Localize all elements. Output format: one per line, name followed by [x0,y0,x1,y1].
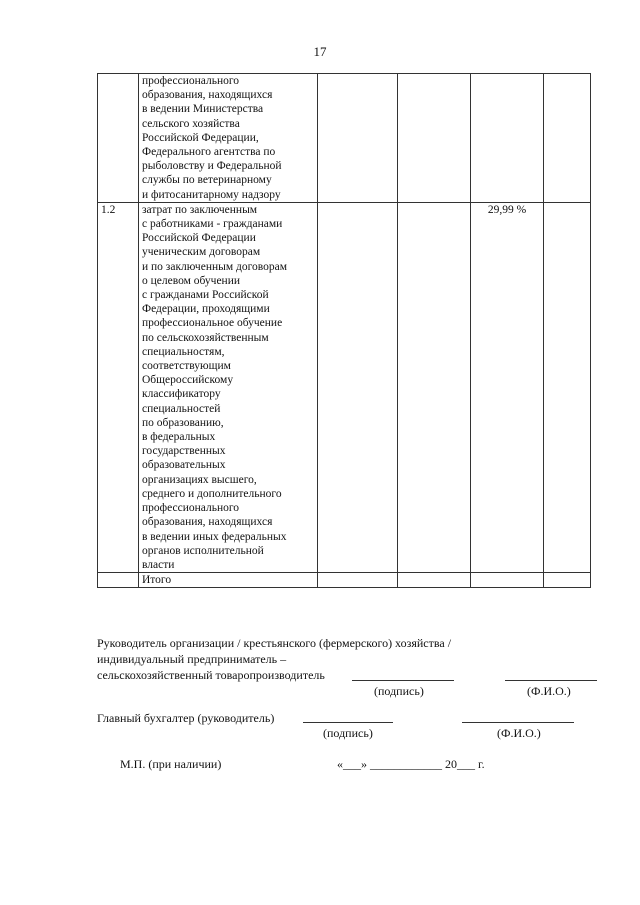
percent-cell: 29,99 % [471,202,544,572]
head-signature-caption: (подпись) [374,684,424,698]
value-cell [544,74,591,203]
row-number-cell: 1.2 [98,202,139,572]
value-cell [398,202,471,572]
row-number-cell [98,573,139,588]
stamp-label: М.П. (при наличии) [120,757,222,771]
row-number-cell [98,74,139,203]
date-field[interactable]: «___» ____________ 20___ г. [337,757,485,771]
value-cell [318,573,398,588]
accountant-name-line[interactable] [462,722,574,723]
row-description-cell: затрат по заключенным с работниками - гражданами Российской Федерации ученическим договорам и по заключенным договорам о целевом обучении с гражданами Российской Федерации, проходящими профессиональное обучение по сельскохозяйственным специальностям, соответствующим Общероссийскому классификатору специальностей по образованию, в федеральных государственных образовательных организациях высшего, среднего и дополнительного профессионального образования, находящихся в ведении иных федеральных органов исполнительной власти [139,202,318,572]
table-row-total [98,573,591,588]
head-name-caption: (Ф.И.О.) [527,684,571,698]
table-row [98,202,591,572]
row-description-cell: профессионального образования, находящихся в ведении Министерства сельского хозяйства Российской Федерации, Федерального агентства по рыболовству и Федеральной службы по ветеринарному и фитосанитарному надзору [139,74,318,203]
page-number: 17 [313,44,327,59]
value-cell [471,573,544,588]
value-cell [398,573,471,588]
value-cell [398,74,471,203]
accountant-signature-caption: (подпись) [323,726,373,740]
value-cell [544,573,591,588]
total-label-cell: Итого [139,573,318,588]
value-cell [471,74,544,203]
value-cell [318,74,398,203]
value-cell [318,202,398,572]
head-signature-line[interactable] [352,680,454,681]
head-title-line1: Руководитель организации / крестьянского (фермерского) хозяйства / [97,636,452,650]
data-table [97,73,591,588]
accountant-label: Главный бухгалтер (руководитель) [97,711,275,725]
head-title-line2: индивидуальный предприниматель – [97,652,287,666]
value-cell [544,202,591,572]
head-name-line[interactable] [505,680,597,681]
head-title-line3: сельскохозяйственный товаропроизводитель [97,668,325,682]
accountant-signature-line[interactable] [303,722,393,723]
accountant-name-caption: (Ф.И.О.) [497,726,541,740]
table-row [98,74,591,203]
